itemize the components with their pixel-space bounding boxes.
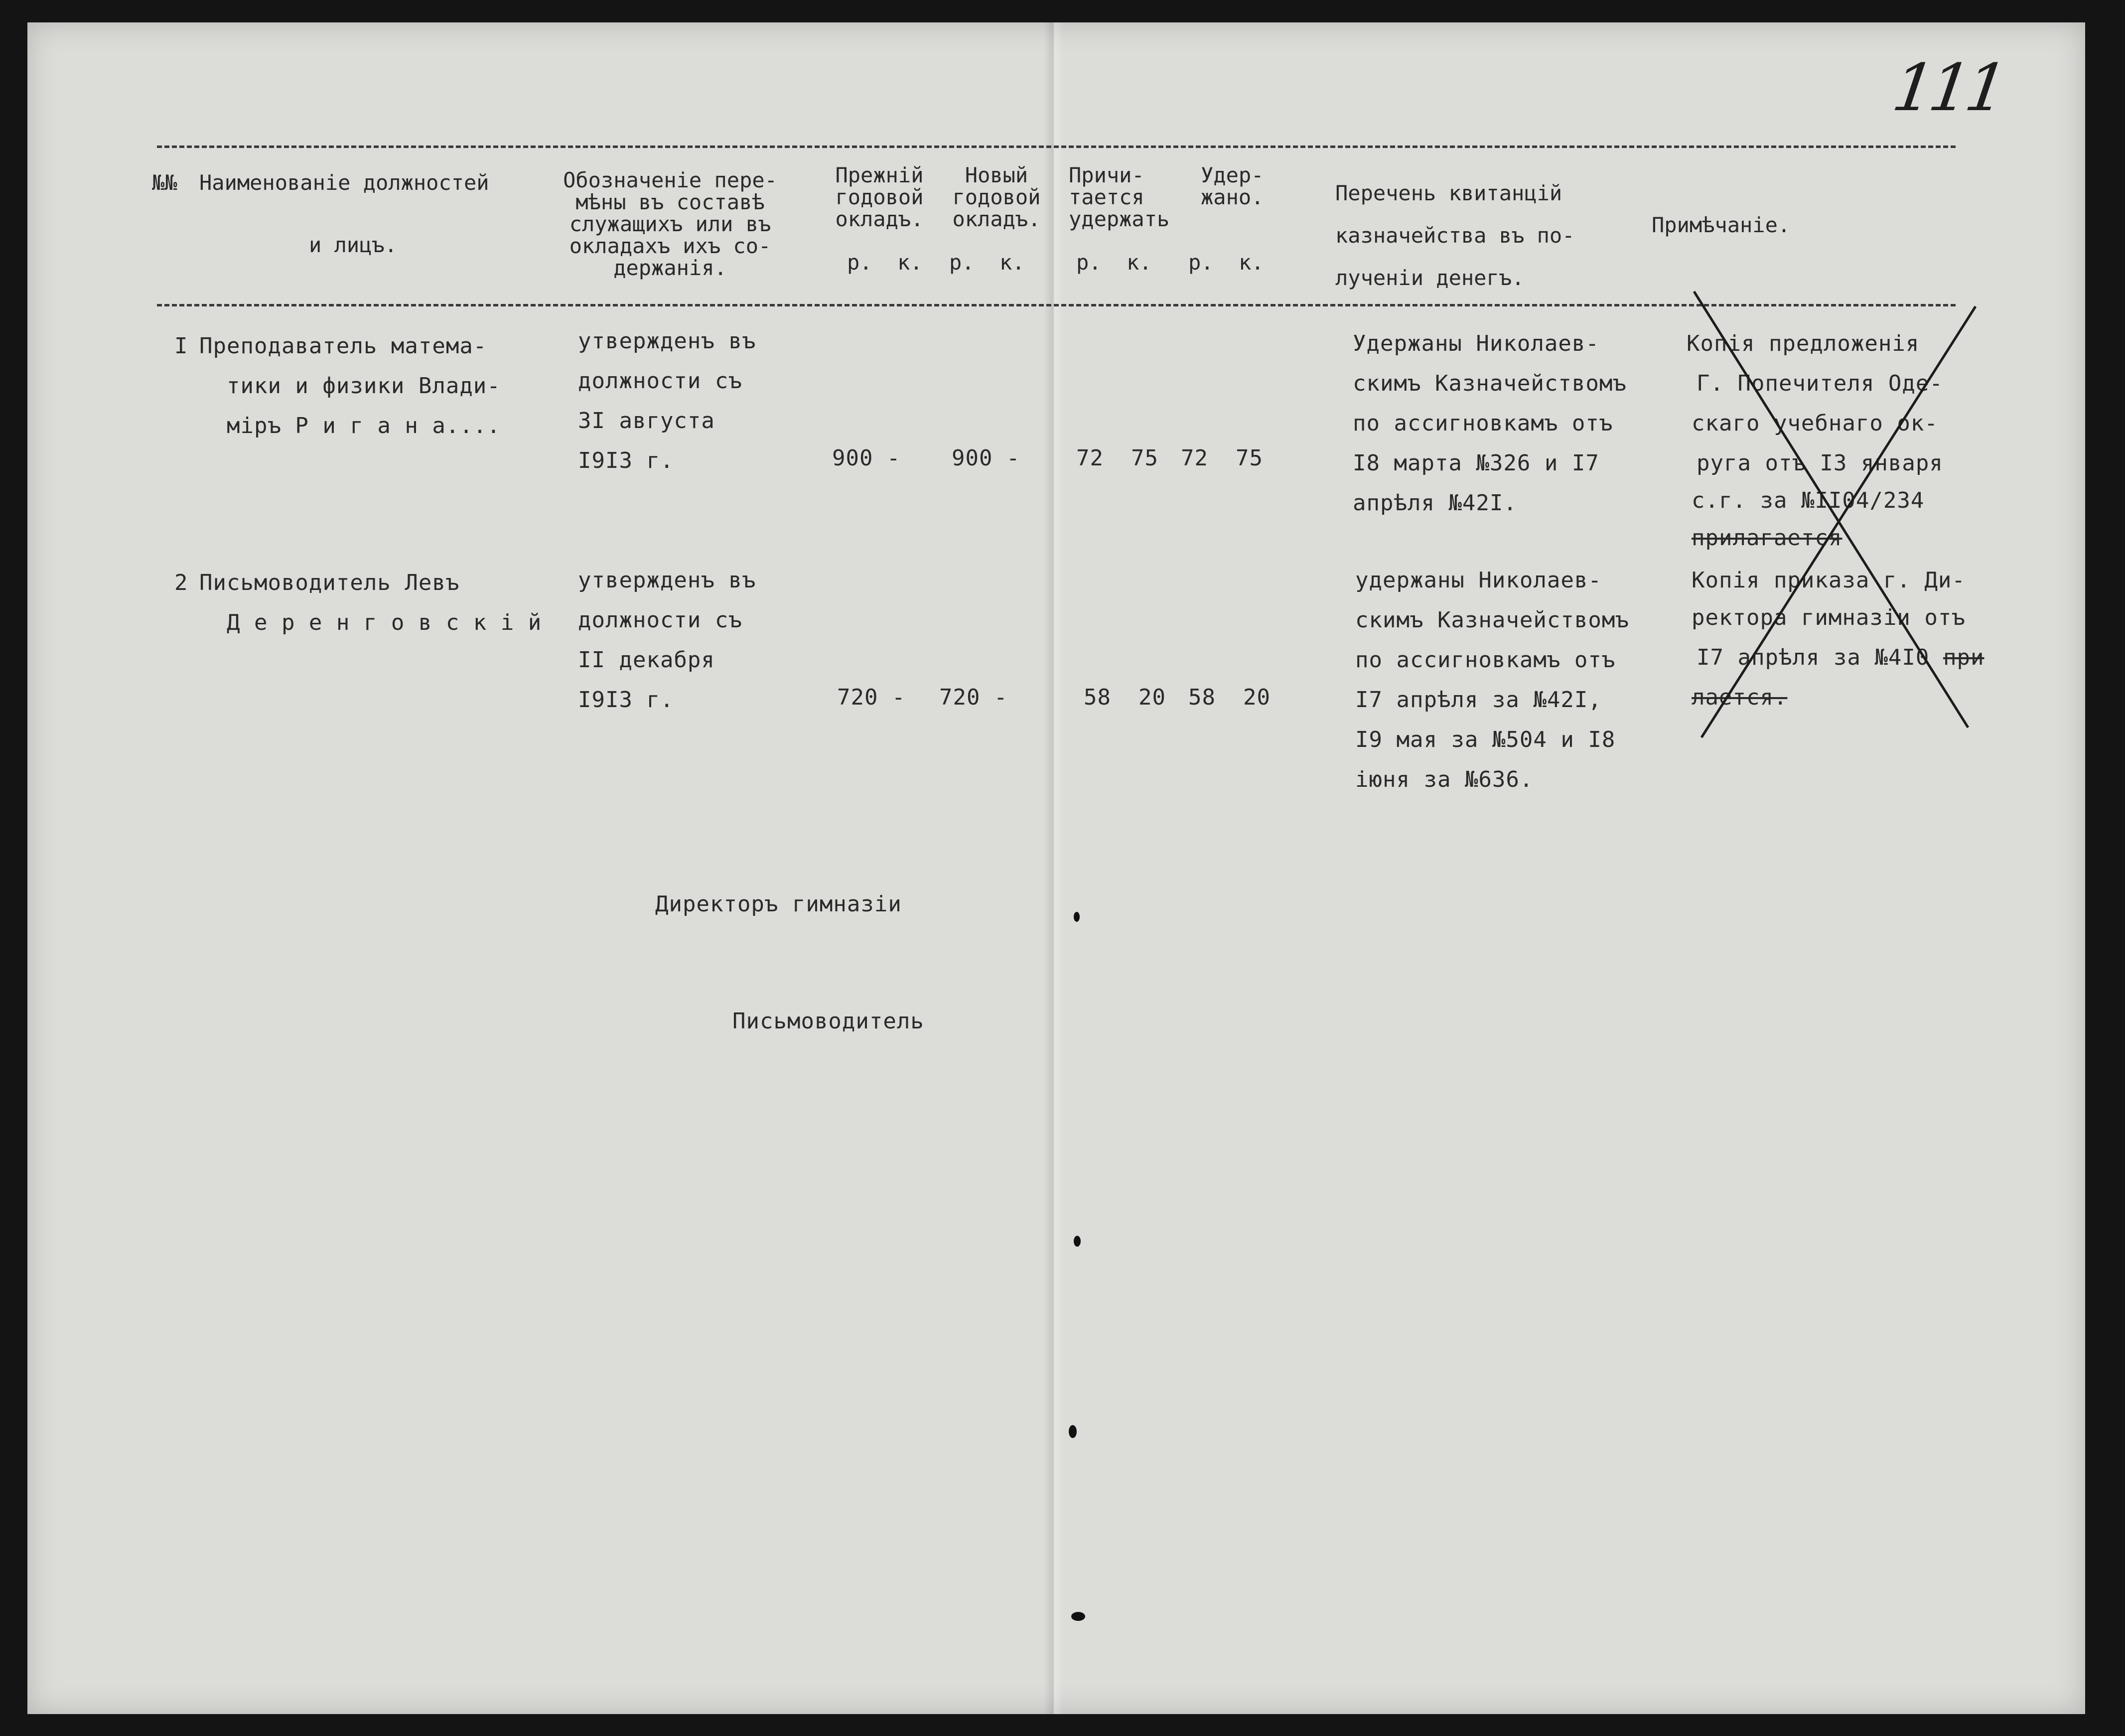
header-col-note: Примѣчаніе. [1652,213,1791,237]
cross-out-mark [1684,277,1993,742]
header-units-new: р. к. [949,250,1025,275]
row-2-note-struck-a: при [1943,645,1984,670]
row-2-name: Письмоводитель Левъ Д е р е н г о в с к і й [199,570,542,635]
row-1-due: 72 75 [1076,445,1158,471]
binding-hole [1069,1425,1077,1438]
row-2-withheld: 58 20 [1188,685,1271,710]
row-2-receipts: удержаны Николаев- скимъ Казначействомъ по ассигновкамъ отъ I7 апрѣля за №42I, I9 мая за №504 и I8 іюня за №636. [1355,568,1629,792]
row-2-note-line-2: ректора гимназіи отъ [1692,605,1966,630]
row-1-note-line-2: Г. Попечителя Оде- [1697,371,1943,396]
header-col-old: Прежній годовой окладъ. [835,163,924,231]
row-1-withheld: 72 75 [1181,445,1263,471]
header-units-due: р. к. [1076,250,1152,275]
row-1-num: I [174,333,188,359]
header-col-new: Новый годовой окладъ. [952,163,1041,231]
folio-number: 111 [1888,50,2007,126]
row-1-receipts: Удержаны Николаев- скимъ Казначействомъ по ассигновкамъ отъ I8 марта №326 и I7 апрѣля №42I. [1353,331,1627,516]
row-2-new-salary: 720 - [939,685,1008,710]
row-1-note-line-3: скаго учебнаго ок- [1692,411,1938,436]
row-2-num: 2 [174,570,188,595]
row-2-change: утвержденъ въ должности съ II декабря I9I3 г. [578,568,756,713]
page-fold [1044,22,1064,1714]
binding-hole [1074,1236,1081,1247]
row-2-old-salary: 720 - [837,685,906,710]
row-1-name: Преподаватель матема- тики и физики Влади- міръ Р и г а н а.... [199,333,501,438]
header-col-withheld: Удер- жано. [1201,163,1264,209]
header-col-receipts: Перечень квитанцій казначейства въ по- лученіи денегъ. [1335,181,1575,290]
header-top-rule [157,145,1956,148]
binding-hole [1074,912,1080,922]
header-col-name-1: Наименованіе должностей [199,170,489,195]
row-1-old-salary: 900 - [832,445,901,471]
binding-hole [1071,1612,1085,1621]
row-1-note-line-5: с.г. за №II04/234 [1692,488,1925,513]
row-2-due: 58 20 [1084,685,1166,710]
clerk-signature-label: Письмоводитель [732,1009,924,1034]
director-signature-label: Директоръ гимназіи [655,891,902,917]
row-2-note-line-1: Копія приказа г. Ди- [1692,568,1966,593]
header-col-no: №№ [152,170,177,195]
header-col-change: Обозначеніе пере- мѣны въ составѣ служащихъ или въ окладахъ ихъ со- держанія. [563,168,777,280]
row-2-note-line-3: I7 апрѣля за №4I0 [1697,645,1930,670]
header-col-name-2: и лицъ. [309,233,398,257]
row-1-note-line-1: Копія предложенія [1687,331,1920,356]
row-1-new-salary: 900 - [952,445,1020,471]
row-1-note-struck: прилагается [1692,525,1842,551]
header-col-due: Причи- тается удержать [1069,163,1170,231]
row-1-change: утвержденъ въ должности съ 3I августа I9I3 г. [578,328,756,473]
row-2-note-struck-b: лается. [1692,685,1788,710]
header-units-old: р. к. [847,250,923,275]
row-1-note-line-4: руга отъ I3 января [1697,450,1943,476]
header-units-withheld: р. к. [1188,250,1264,275]
